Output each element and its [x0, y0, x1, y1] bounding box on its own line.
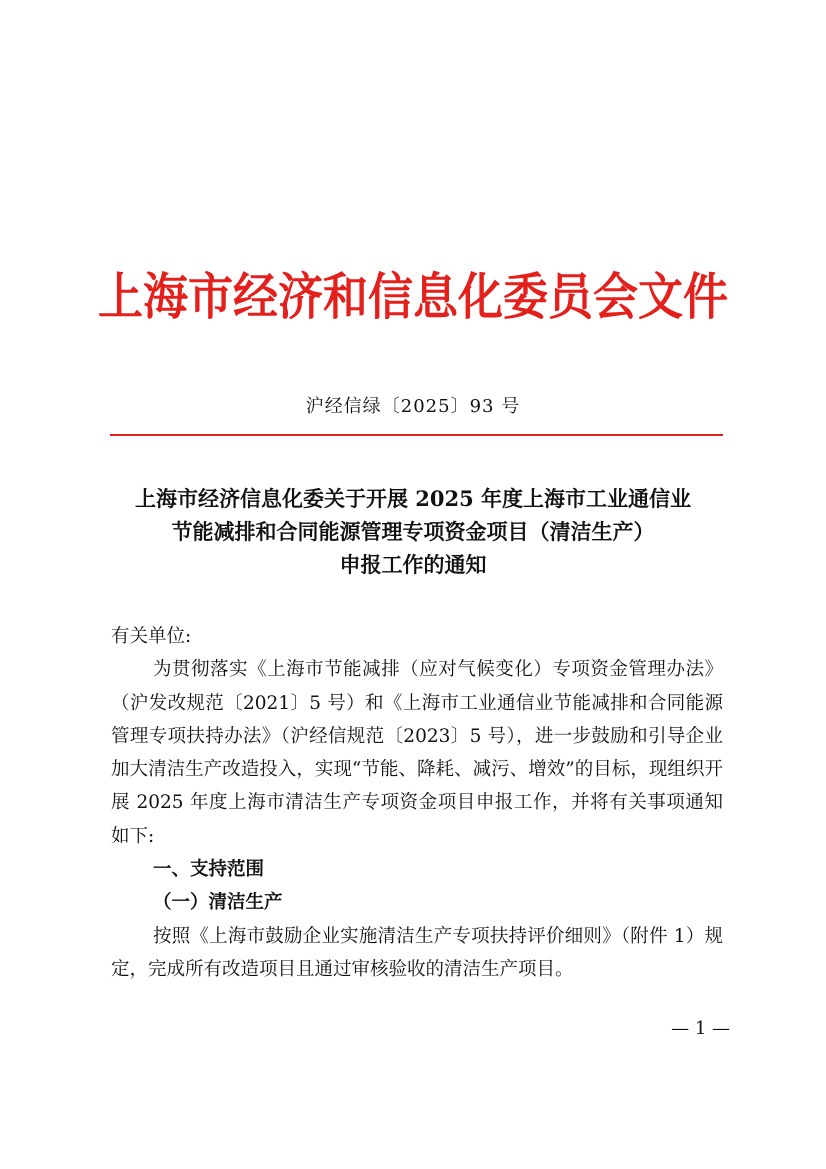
clean-production-paragraph: 按照《上海市鼓励企业实施清洁生产专项扶持评价细则》（附件 1）规定，完成所有改造项目且通过审核验收的清洁生产项目。 — [111, 925, 723, 980]
document-body — [111, 620, 723, 986]
intro-paragraph: 为贯彻落实《上海市节能减排（应对气候变化）专项资金管理办法》（沪发改规范〔2021〕5 号）和《上海市工业通信业节能减排和合同能源管理专项扶持办法》（沪经信规范〔2023〕5 号），进一步鼓励和引导企业加大清洁生产改造投入，实现“节能、降耗、减污、增效”的目标，现组织开展 2025 年度上海市清洁生产专项资金项目申报工作，并将有关事项通知如下: — [111, 659, 723, 847]
salutation: 有关单位: — [111, 626, 192, 647]
document-masthead: 上海市经济和信息化委员会文件 — [98, 267, 729, 326]
title-line-3: 申报工作的通知 — [339, 552, 487, 577]
document-title — [95, 482, 731, 581]
section-heading-scope: 一、支持范围 — [153, 859, 265, 881]
title-line-2: 节能减排和合同能源管理专项资金项目（清洁生产） — [171, 519, 655, 544]
title-line-1: 上海市经济信息化委关于开展 2025 年度上海市工业通信业 — [134, 486, 692, 511]
red-divider-line — [110, 434, 723, 436]
subsection-heading-clean-production: （一）清洁生产 — [153, 892, 283, 914]
page-number: — 1 — — [671, 1018, 730, 1039]
document-number: 沪经信绿〔2025〕93 号 — [305, 396, 521, 417]
